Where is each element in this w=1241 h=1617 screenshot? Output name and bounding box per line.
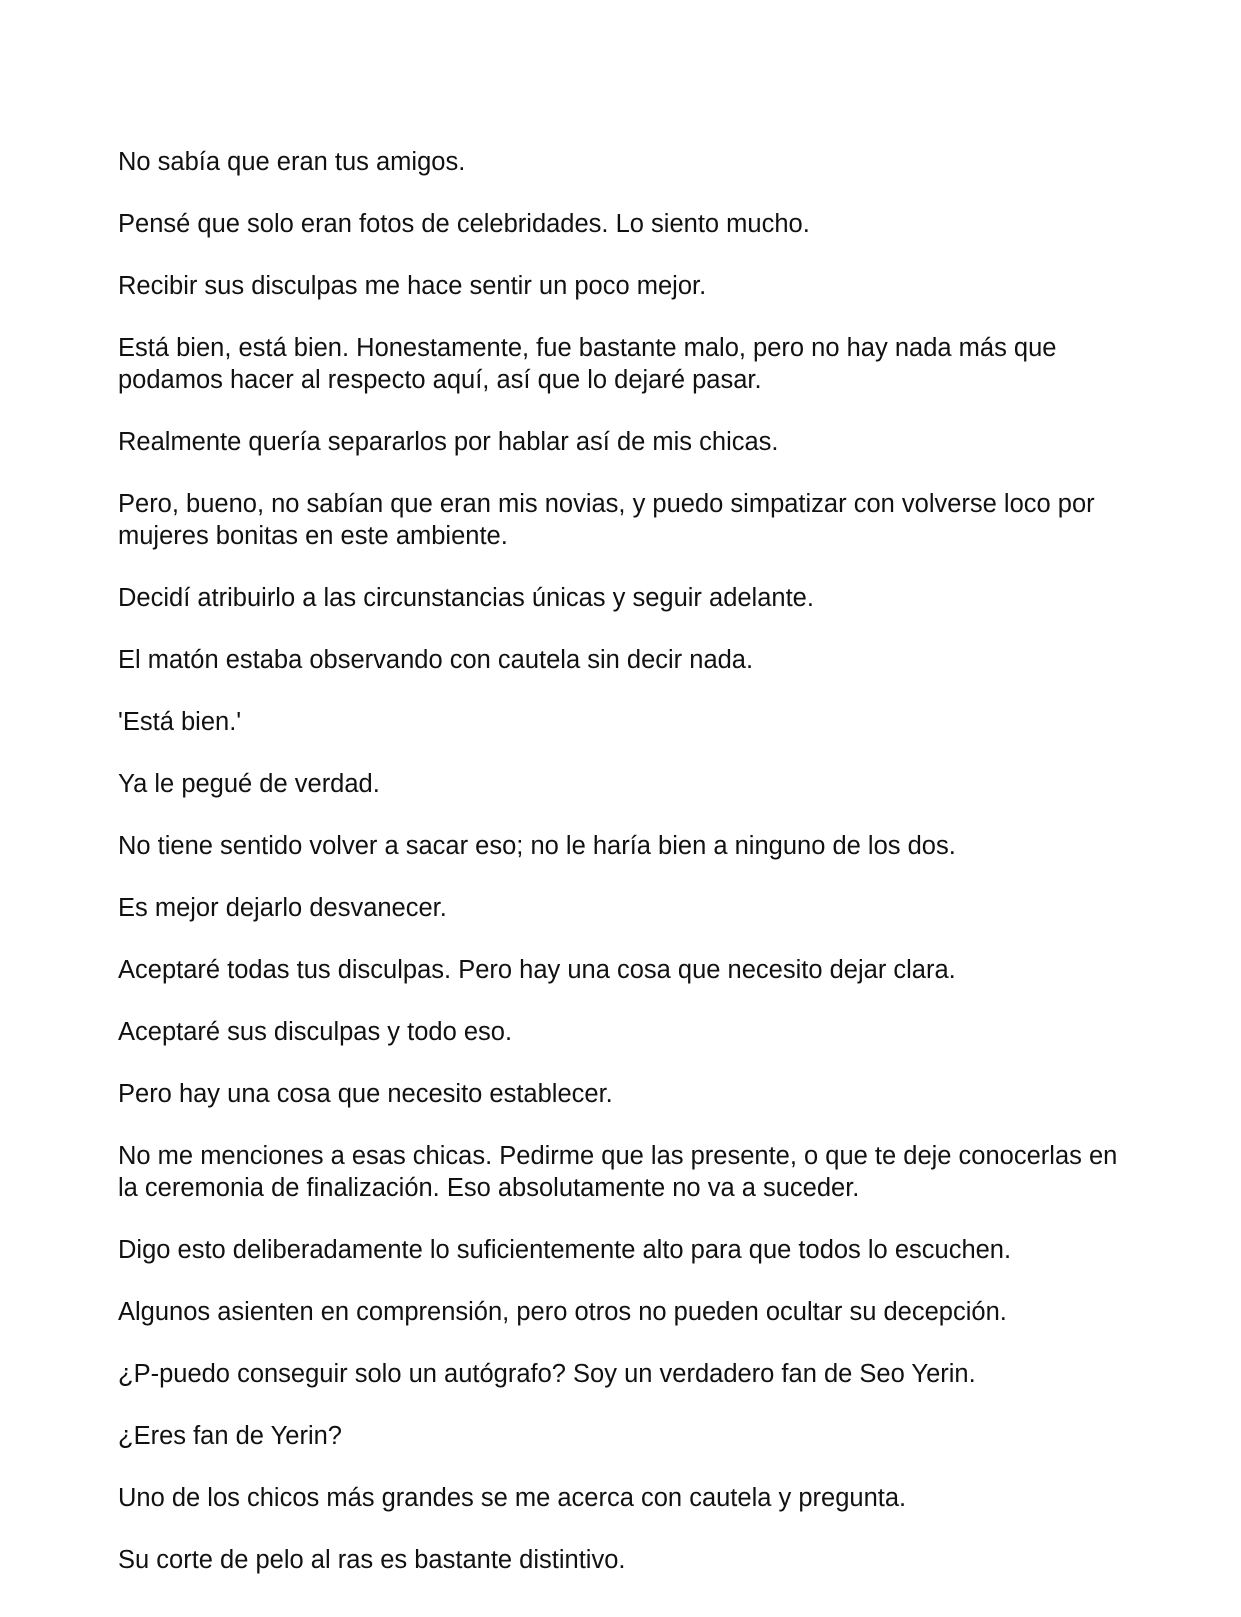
paragraph: Decidí atribuirlo a las circunstancias únicas y seguir adelante. (118, 584, 814, 612)
paragraph: No tiene sentido volver a sacar eso; no le haría bien a ninguno de los dos. (118, 832, 956, 860)
paragraph: Pensé que solo eran fotos de celebridades. Lo siento mucho. (118, 210, 810, 238)
paragraph: 'Está bien.' (118, 708, 242, 736)
paragraph: Es mejor dejarlo desvanecer. (118, 894, 447, 922)
paragraph: Algunos asienten en comprensión, pero otros no pueden ocultar su decepción. (118, 1298, 1007, 1326)
text-body (118, 146, 1138, 1576)
paragraph: Uno de los chicos más grandes se me acerca con cautela y pregunta. (118, 1484, 907, 1512)
paragraph: No sabía que eran tus amigos. (118, 148, 466, 176)
paragraph: Pero, bueno, no sabían que eran mis novias, y puedo simpatizar con volverse loco por mujeres bonitas en este ambiente. (118, 490, 1095, 550)
paragraph: Recibir sus disculpas me hace sentir un poco mejor. (118, 272, 707, 300)
paragraph: El matón estaba observando con cautela sin decir nada. (118, 646, 754, 674)
paragraph: Ya le pegué de verdad. (118, 770, 380, 798)
paragraph: Realmente quería separarlos por hablar así de mis chicas. (118, 428, 779, 456)
paragraph: Pero hay una cosa que necesito establecer. (118, 1080, 613, 1108)
paragraph: Su corte de pelo al ras es bastante distintivo. (118, 1546, 626, 1574)
paragraph: Está bien, está bien. Honestamente, fue bastante malo, pero no hay nada más que podamos hacer al respecto aquí, así que lo dejaré pasar. (118, 334, 1057, 394)
paragraph: Digo esto deliberadamente lo suficientemente alto para que todos lo escuchen. (118, 1236, 1012, 1264)
paragraph: ¿Eres fan de Yerin? (118, 1422, 342, 1450)
paragraph: Aceptaré sus disculpas y todo eso. (118, 1018, 513, 1046)
paragraph: Aceptaré todas tus disculpas. Pero hay una cosa que necesito dejar clara. (118, 956, 956, 984)
paragraph: No me menciones a esas chicas. Pedirme que las presente, o que te deje conocerlas en la ceremonia de finalización. Eso absolutamente no va a suceder. (118, 1142, 1118, 1202)
paragraph: ¿P-puedo conseguir solo un autógrafo? Soy un verdadero fan de Seo Yerin. (118, 1360, 976, 1388)
